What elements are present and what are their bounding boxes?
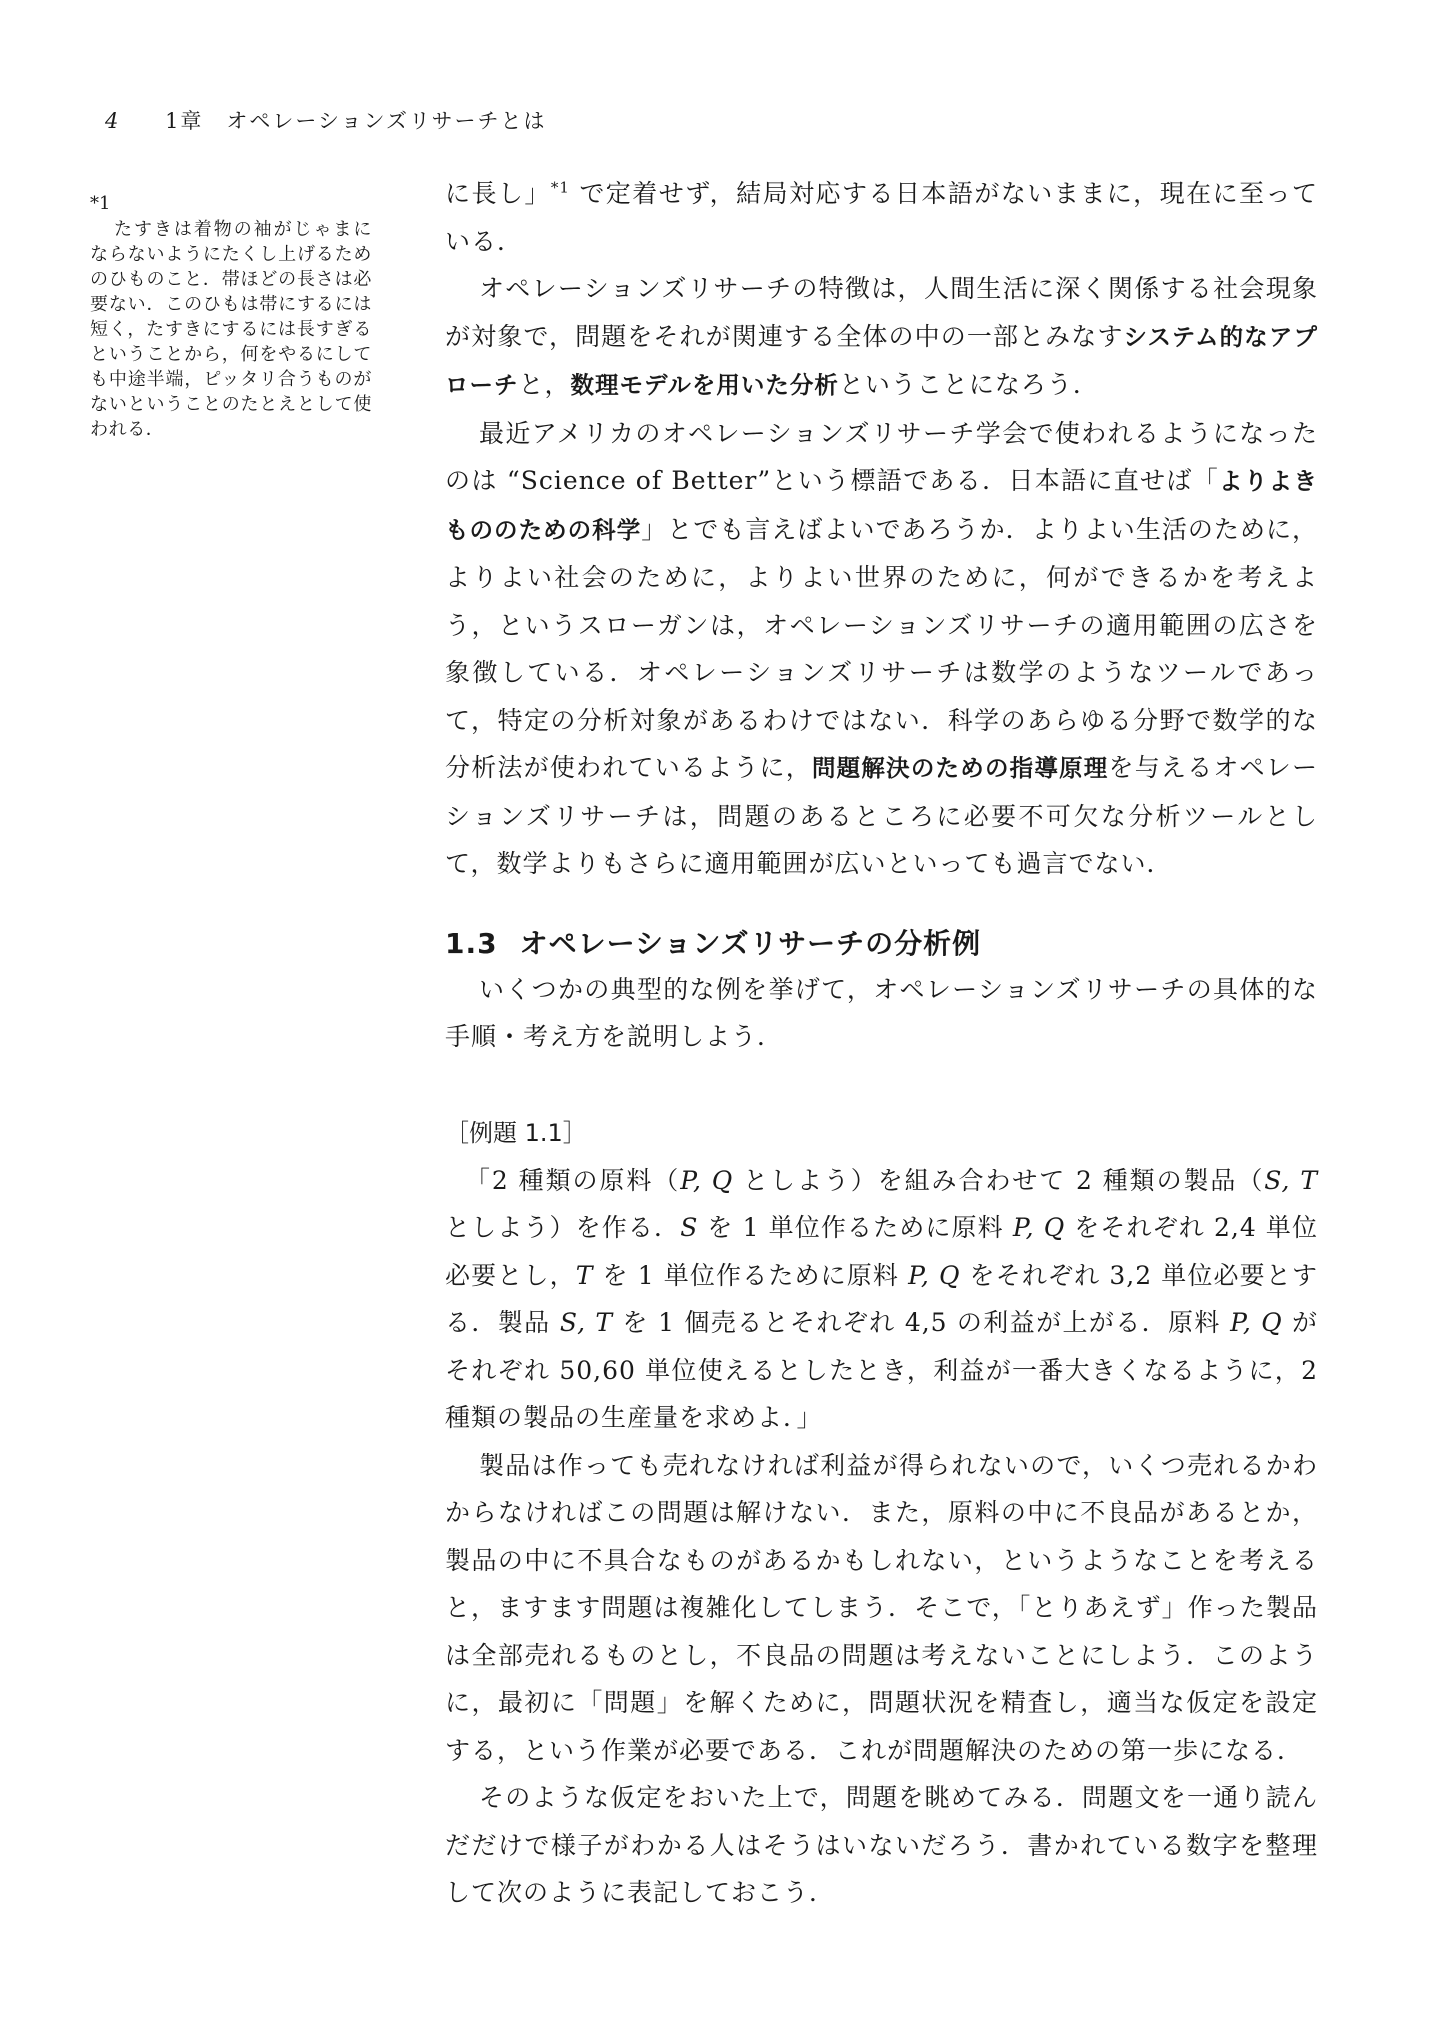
text-run: としよう）を作る． bbox=[445, 1213, 681, 1242]
math-var: P, Q bbox=[1230, 1308, 1283, 1337]
text-run: ということになろう． bbox=[838, 370, 1099, 399]
math-var: S bbox=[680, 1213, 699, 1242]
text-run: オペレーションズリサーチの特徴は，人間生活に深く関係する社会現象が対象で，問題をそれが関連する全体の中の一部とみなす bbox=[445, 274, 1318, 351]
math-var: P, Q bbox=[908, 1260, 961, 1290]
text-run: を 1 単位作るために原料 bbox=[593, 1260, 909, 1290]
main-text bbox=[445, 170, 1318, 1917]
example-heading: ［例題 1.1］ bbox=[445, 1118, 587, 1147]
text-run: を 1 単位作るために原料 bbox=[698, 1213, 1013, 1242]
text-run: としよう）を組み合わせて 2 種類の製品（ bbox=[733, 1165, 1265, 1195]
text-run: をそれぞれ 3,2 単位必要とする．製品 bbox=[445, 1260, 1318, 1337]
text-run: をそれぞれ 2,4 単位必要とし， bbox=[445, 1213, 1318, 1290]
bold-term: 問題解決のための指導原理 bbox=[811, 754, 1109, 782]
math-var: S, T bbox=[1264, 1165, 1319, 1195]
running-header bbox=[105, 105, 547, 135]
margin-footnote bbox=[90, 191, 372, 442]
text-run: と， bbox=[518, 370, 571, 399]
bold-term: 数理モデルを用いた分析 bbox=[570, 371, 839, 399]
text-run: 「2 種類の原料（ bbox=[465, 1165, 681, 1195]
bold-term: システム的なアプローチ bbox=[445, 322, 1318, 399]
bold-term: よりよきもののための科学 bbox=[445, 467, 1319, 544]
footnote-ref[interactable]: *1 bbox=[550, 178, 570, 197]
math-var: S, T bbox=[559, 1308, 614, 1337]
text-run: 」とでも言えばよいであろうか．よりよい生活のために，よりよい社会のために，よりよい世界のために，何ができるかを考えよう，というスローガンは，オペレーションズリサーチの適用範囲の広さを象徴している．オペレーションズリサーチは数学のようなツールであって，特定の分析対象があるわけではない．科学のあらゆる分野で数学的な分析法が使われているように， bbox=[445, 514, 1318, 782]
example-statement bbox=[445, 1157, 1318, 1442]
page-number: 4 bbox=[105, 109, 121, 133]
footnote-text: たすきは着物の袖がじゃまにならないようにたくし上げるためのひものこと．帯ほどの長さは必要ない．このひもは帯にするには短く，たすきにするには長すぎるということから，何をやるにしても中途半端，ピッタリ合うものがないということのたとえとして使われる． bbox=[90, 219, 372, 440]
text-run: で定着せず，結局対応する日本語がないままに，現在に至っている． bbox=[445, 179, 1318, 256]
section-number: 1.3 bbox=[445, 926, 498, 960]
paragraph-assumptions: 製品は作っても売れなければ利益が得られないので，いくつ売れるかわからなければこの問題は解けない．また，原料の中に不良品があるとか，製品の中に不具合なものがあるかもしれない，というようなことを考えると，ますます問題は複雑化してしまう．そこで，「とりあえず」作った製品は全部売れるものとし，不良品の問題は考えないことにしよう．このように，最初に「問題」を解くために，問題状況を精査し，適当な仮定を設定する，という作業が必要である．これが問題解決のための第一歩になる． bbox=[445, 1450, 1318, 1765]
text-run: を与えるオペレーションズリサーチは，問題のあるところに必要不可欠な分析ツールとして，数学よりもさらに適用範囲が広いといっても過言でない． bbox=[445, 753, 1318, 878]
math-var: P, Q bbox=[1012, 1213, 1066, 1242]
text-run: に長し」 bbox=[445, 179, 551, 208]
math-var: P, Q bbox=[680, 1165, 734, 1195]
paragraph-notation: そのような仮定をおいた上で，問題を眺めてみる．問題文を一通り読んだだけで様子がわかる人はそうはいないだろう．書かれている数字を整理して次のように表記しておこう． bbox=[445, 1783, 1318, 1907]
math-var: T bbox=[575, 1260, 594, 1290]
paragraph-intro: いくつかの典型的な例を挙げて，オペレーションズリサーチの具体的な手順・考え方を説明しよう． bbox=[445, 974, 1318, 1051]
text-run: がそれぞれ 50,60 単位使えるとしたとき，利益が一番大きくなるように，2 種類の製品の生産量を求めよ．」 bbox=[445, 1308, 1319, 1432]
paragraph-or-features bbox=[445, 265, 1318, 410]
footnote-mark: *1 bbox=[90, 193, 111, 214]
text-run: を 1 個売るとそれぞれ 4,5 の利益が上がる．原料 bbox=[613, 1308, 1231, 1337]
section-heading bbox=[445, 922, 1318, 966]
section-title: オペレーションズリサーチの分析例 bbox=[519, 926, 982, 960]
paragraph-continuation bbox=[445, 170, 1318, 265]
chapter-title: 1章 オペレーションズリサーチとは bbox=[165, 109, 547, 133]
paragraph-science-of-better bbox=[445, 410, 1318, 888]
text-run: 最近アメリカのオペレーションズリサーチ学会で使われるようになったのは “Science of Better”という標語である．日本語に直せば「 bbox=[445, 418, 1318, 495]
